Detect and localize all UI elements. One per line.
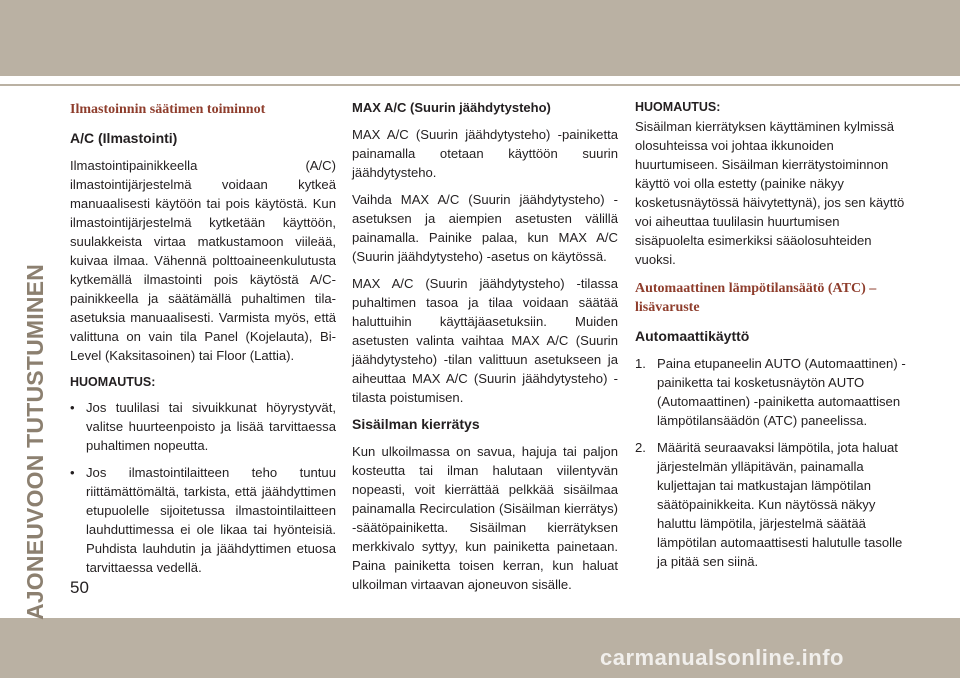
column-2 bbox=[352, 98, 618, 602]
top-band bbox=[0, 0, 960, 76]
heading-max-ac: MAX A/C (Suurin jäähdytysteho) bbox=[352, 100, 551, 115]
list-item bbox=[70, 463, 336, 577]
heading-ac: A/C (Ilmastointi) bbox=[70, 130, 178, 146]
column-3 bbox=[635, 98, 908, 579]
heading-recirculation: Sisäilman kierrätys bbox=[352, 416, 480, 432]
paragraph: Vaihda MAX A/C (Suurin jäähdytysteho) -asetuksen ja aiempien asetusten välillä painamalla. Painike palaa, kun MAX A/C (Suurin jäähdytysteho) -asetus on käytössä. bbox=[352, 192, 618, 264]
section-title: Automaattinen lämpötilansäätö (ATC) – lisävaruste bbox=[635, 281, 877, 315]
step-number: 1. bbox=[635, 356, 646, 371]
note-label: HUOMAUTUS: bbox=[635, 100, 721, 114]
list-item bbox=[635, 438, 908, 571]
page-number: 50 bbox=[70, 578, 89, 597]
step-number: 2. bbox=[635, 440, 646, 455]
step-text: Paina etupaneelin AUTO (Automaattinen) -painiketta tai kosketusnäytön AUTO (Automaattinen) -painiketta automaattisen lämpötilansäädön (ATC) paneelissa. bbox=[657, 356, 906, 428]
paragraph: Kun ulkoilmassa on savua, hajuja tai paljon kosteutta tai ilman halutaan viilentyvän nopeasti, voit kierrättää pelkkää sisäilmaa painamalla Recirculation (Sisäilman kierrätys) -säätöpainiketta. Sisäilman kierrätyksen merkkivalo syttyy, kun painiketta painetaan. Paina painiketta toisen kerran, kun haluat ulkoilman virtaavan ajoneuvon sisälle. bbox=[352, 444, 618, 592]
column-1 bbox=[70, 98, 336, 585]
list-item-text: Jos ilmastointilaitteen teho tuntuu riittämättömältä, tarkista, että jäähdyttimen etupuolelle sijoitetussa ilmastointilaitteen lauhduttimessa ei ole likaa tai hyönteisiä. Puhdista lauhdutin ja jäähdyttimen etuosa tarvittaessa vedellä. bbox=[86, 465, 336, 575]
list-item bbox=[70, 398, 336, 455]
heading-auto: Automaattikäyttö bbox=[635, 328, 750, 344]
bullet-marker: • bbox=[70, 400, 75, 415]
list-item-text: Jos tuulilasi tai sivuikkunat höyrystyvät, valitse huurteenpoisto ja lisää tarvittaessa puhaltimen nopeutta. bbox=[86, 400, 336, 453]
paragraph: Ilmastointipainikkeella (A/C) ilmastointijärjestelmä voidaan kytkeä manuaalisesti käytöön tai pois käytöstä. Kun ilmastointijärjestelmä kytketään käyttöön, suulakkeista virtaa matkustamoon viileää, kuivaa ilmaa. Vähennä polttoaineenkulutusta kytkemällä ilmastointi pois käytöstä A/C-painikkeella ja säätämällä puhaltimen tila-asetuksia manuaalisesti. Varmista myös, että valittuna on vain tila Panel (Kojelauta), Bi-Level (Kaksitasoinen) tai Floor (Lattia). bbox=[70, 158, 336, 363]
list-item bbox=[635, 354, 908, 430]
side-tab bbox=[22, 100, 48, 620]
bullet-marker: • bbox=[70, 465, 75, 480]
note-text: Sisäilman kierrätyksen käyttäminen kylmissä olosuhteissa voi johtaa ikkunoiden huurtumiseen. Sisäilman kierrätystoiminnon käyttö voi olla estetty (painike näkyy kosketusnäytössä häivytettynä), jos sen käyttö voi aiheuttaa tuulilasin huurtumisen sisäpuolelta esimerkiksi sääolosuhteiden vuoksi. bbox=[635, 119, 905, 267]
steps-list bbox=[635, 354, 908, 571]
watermark: carmanualsonline.info bbox=[600, 645, 844, 670]
paragraph: MAX A/C (Suurin jäähdytysteho) -tilassa puhaltimen tasoa ja tilaa voidaan säätää haluttuihin käyttäjäasetuksiin. Muiden asetusten valinta vaihtaa MAX A/C (Suurin jäähdytysteho) -tilan valittuun asetukseen ja aiheuttaa MAX A/C (Suurin jäähdytysteho) -tilasta poistumisen. bbox=[352, 276, 618, 405]
section-title: Ilmastoinnin säätimen toiminnot bbox=[70, 102, 266, 117]
step-text: Määritä seuraavaksi lämpötila, jota haluat järjestelmän ylläpitävän, painamalla kuljettajan tai matkustajan lämpötilan säätöpainikkeita. Kun näytössä näkyy haluttu lämpötila, järjestelmä säätää lämpötilan automaattisesti halutulle tasolle ja pitää sen siinä. bbox=[657, 440, 903, 569]
side-tab-label: AJONEUVOON TUTUSTUMINEN bbox=[22, 263, 48, 620]
top-rule bbox=[0, 84, 960, 86]
note-label: HUOMAUTUS: bbox=[70, 375, 156, 389]
paragraph: MAX A/C (Suurin jäähdytysteho) -painiketta painamalla otetaan käyttöön suurin jäähdytysteho. bbox=[352, 127, 618, 180]
bullet-list bbox=[70, 398, 336, 577]
